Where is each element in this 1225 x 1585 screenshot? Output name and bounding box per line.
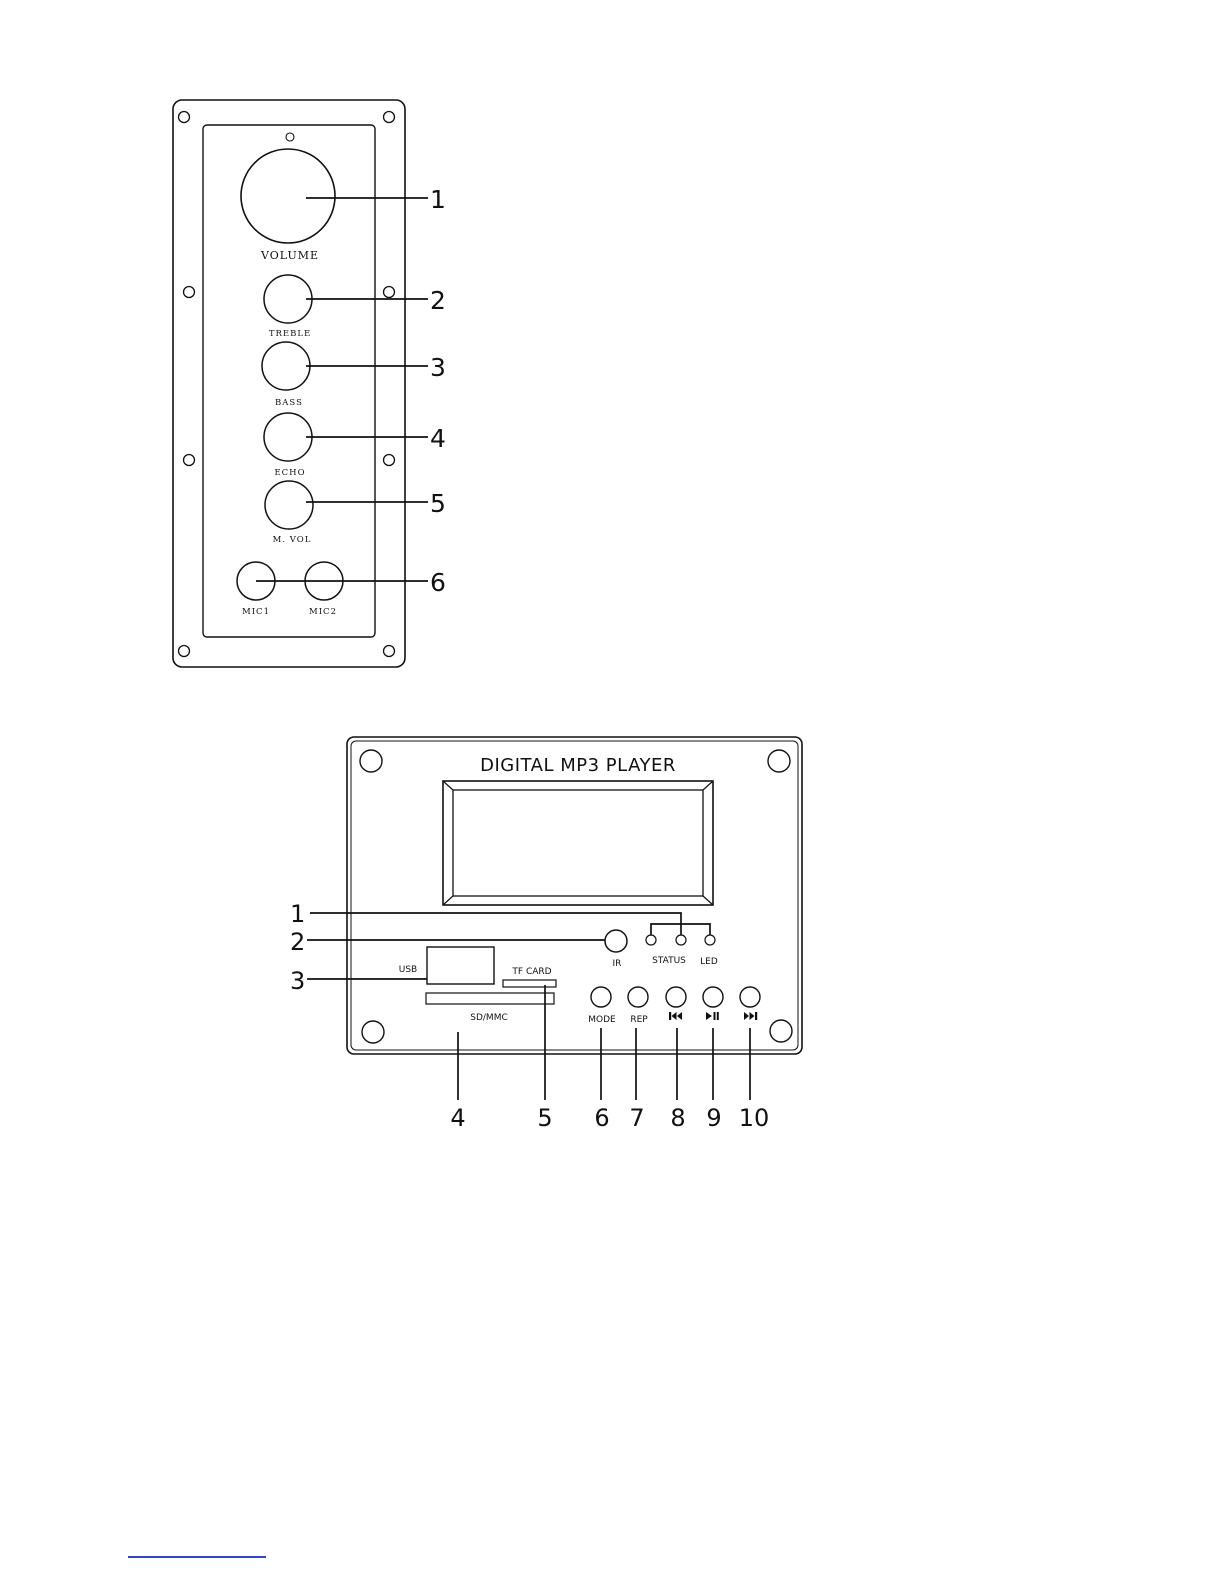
mount-hole	[360, 750, 382, 772]
power-indicator	[286, 133, 294, 141]
mount-hole	[179, 646, 190, 657]
mp3-callout-8: 8	[670, 1104, 686, 1132]
play-pause-button	[703, 987, 723, 1007]
next-icon	[744, 1012, 757, 1020]
lcd-display	[443, 781, 713, 905]
mp3-callout-5: 5	[537, 1104, 553, 1132]
mp3-title: DIGITAL MP3 PLAYER	[480, 755, 676, 776]
next-button	[740, 987, 760, 1007]
mount-hole	[768, 750, 790, 772]
led-indicator	[646, 935, 656, 945]
volume-knob	[241, 149, 335, 243]
mount-hole	[384, 646, 395, 657]
rep-button	[628, 987, 648, 1007]
mp3-callout-4: 4	[450, 1104, 466, 1132]
mp3-callout-3: 3	[290, 967, 306, 995]
bass-knob	[262, 342, 310, 390]
mic2-label: MIC2	[309, 607, 337, 617]
rep-label: REP	[630, 1015, 648, 1025]
echo-knob	[264, 413, 312, 461]
tf-card-label: TF CARD	[512, 967, 552, 977]
usb-label: USB	[398, 965, 418, 975]
amp-callout-1: 1	[430, 185, 446, 214]
volume-label: VOLUME	[260, 249, 320, 262]
mount-hole	[179, 112, 190, 123]
amp-inner-frame	[203, 125, 375, 637]
amplifier-panel	[173, 100, 446, 667]
led-label: LED	[700, 957, 718, 967]
mp3-leader-lines	[307, 913, 750, 1100]
usb-port	[427, 947, 494, 984]
mp3-callout-6: 6	[594, 1104, 610, 1132]
echo-label: ECHO	[274, 468, 306, 478]
status-label: STATUS	[652, 956, 686, 966]
tf-card-slot	[503, 980, 556, 987]
play-pause-icon	[706, 1012, 719, 1020]
mount-hole	[362, 1021, 384, 1043]
mp3-player-panel	[290, 737, 802, 1132]
mvol-label: M. VOL	[272, 535, 312, 545]
treble-label: TREBLE	[268, 329, 312, 339]
mount-hole	[184, 455, 195, 466]
mount-hole	[384, 455, 395, 466]
mount-hole	[384, 287, 395, 298]
amp-callout-2: 2	[430, 286, 446, 315]
mp3-callout-7: 7	[629, 1104, 645, 1132]
mp3-callout-1: 1	[290, 900, 306, 928]
mvol-knob	[265, 481, 313, 529]
ir-receiver	[605, 930, 627, 952]
amp-callout-6: 6	[430, 568, 446, 597]
mount-hole	[184, 287, 195, 298]
status-indicator	[676, 935, 686, 945]
prev-button	[666, 987, 686, 1007]
bass-label: BASS	[275, 398, 303, 408]
amp-outer-frame	[173, 100, 405, 667]
footer-rule	[128, 1556, 266, 1558]
led-indicator	[705, 935, 715, 945]
amp-callout-4: 4	[430, 424, 446, 453]
mp3-callout-2: 2	[290, 928, 306, 956]
amp-callout-5: 5	[430, 489, 446, 518]
sd-mmc-label: SD/MMC	[470, 1013, 508, 1023]
prev-icon	[669, 1012, 682, 1020]
mic1-label: MIC1	[242, 607, 270, 617]
mode-button	[591, 987, 611, 1007]
treble-knob	[264, 275, 312, 323]
mp3-callout-10: 10	[738, 1104, 770, 1132]
amp-callout-3: 3	[430, 353, 446, 382]
mode-label: MODE	[588, 1015, 616, 1025]
sd-mmc-slot	[426, 993, 554, 1004]
mount-hole	[770, 1020, 792, 1042]
mount-hole	[384, 112, 395, 123]
mp3-callout-9: 9	[706, 1104, 722, 1132]
ir-label: IR	[612, 959, 622, 969]
